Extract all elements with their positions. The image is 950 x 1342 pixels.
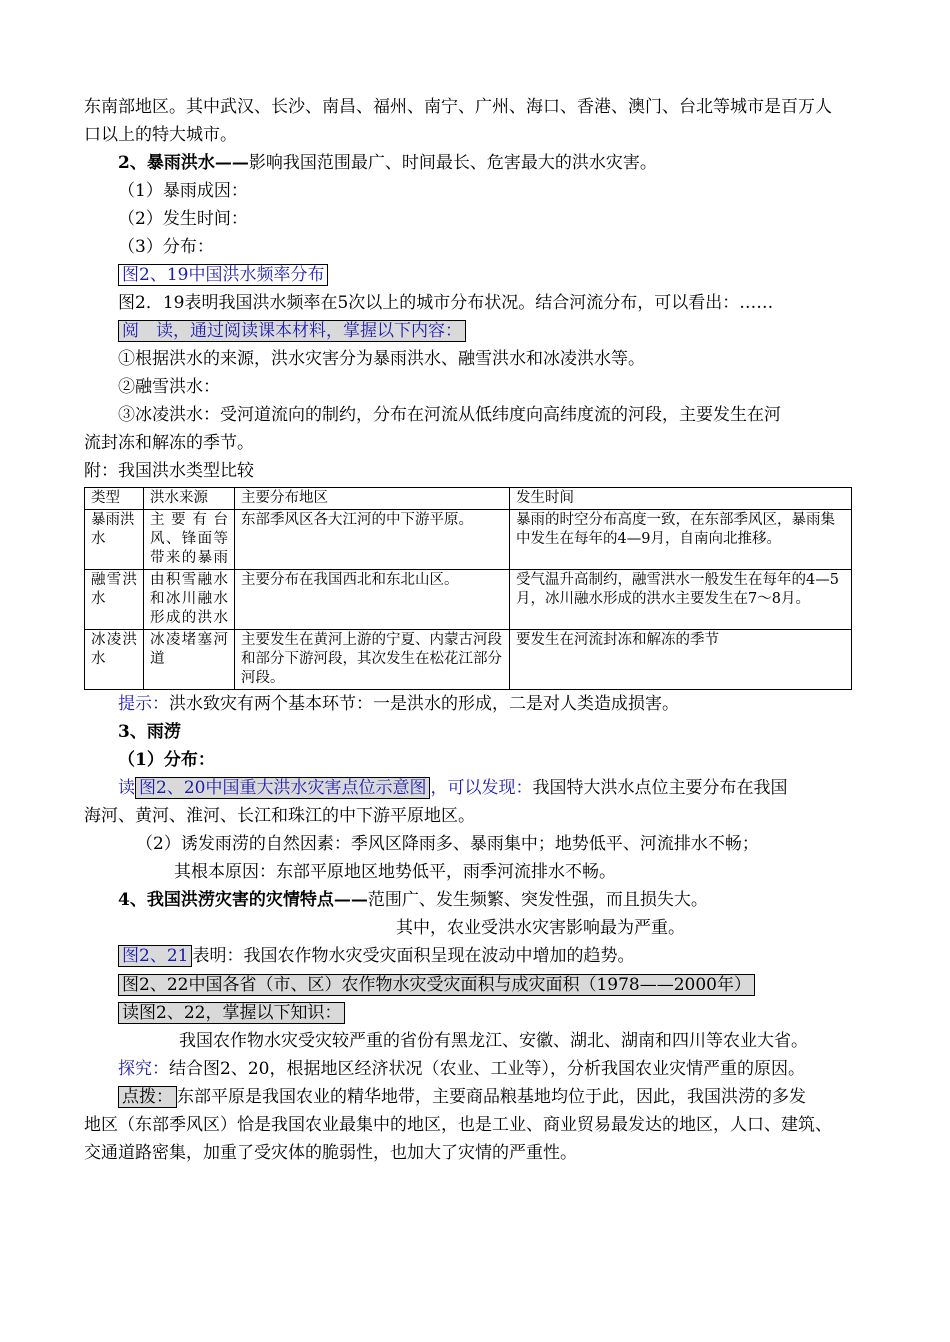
explore-label: 探究：	[118, 1059, 169, 1079]
table-cell: 融雪洪水	[85, 570, 144, 630]
tip-label: 提示：	[118, 694, 169, 714]
table-cell: 暴雨洪水	[85, 510, 144, 570]
hint-cont: 地区（东部季风区）恰是我国农业最集中的地区，也是工业、商业贸易最发达的地区，人口、建筑、	[84, 1115, 832, 1135]
tip-text: 洪水致灾有两个基本环节：一是洪水的形成，二是对人类造成损害。	[169, 694, 679, 714]
item-flood-sources: ①根据洪水的来源，洪水灾害分为暴雨洪水、融雪洪水和冰凌洪水等。	[118, 349, 645, 369]
table-header: 主要分布地区	[235, 488, 510, 510]
text: 表明：我国农作物水灾受灾面积呈现在波动中增加的趋势。	[192, 946, 635, 966]
table-cell: 要发生在河流封冻和解冻的季节	[510, 630, 852, 690]
item-snowmelt: ②融雪洪水：	[118, 377, 220, 397]
tip	[84, 690, 866, 718]
heading-disaster-features	[84, 886, 866, 914]
question-distribution: （3）分布：	[118, 237, 214, 257]
table-cell: 由积雪融水和冰川融水形成的洪水	[144, 570, 235, 630]
reading-box	[118, 320, 466, 342]
appendix-title: 附：我国洪水类型比较	[84, 461, 254, 481]
agriculture-note: 其中，农业受洪水灾害影响最为严重。	[396, 918, 685, 938]
table-row	[85, 630, 852, 690]
table-header: 发生时间	[510, 488, 852, 510]
table-cell: 主要发生在黄河上游的宁夏、内蒙古河段和部分下游河段，其次发生在松花江部分河段。	[235, 630, 510, 690]
hint	[84, 1083, 866, 1111]
table-header: 类型	[85, 488, 144, 510]
reading-figure-2-22: 读图2、22，掌握以下知识：	[118, 1002, 345, 1024]
explore	[84, 1055, 866, 1083]
text: 我国特大洪水点位主要分布在我国	[532, 778, 788, 798]
explore-text: 结合图2、20，根据地区经济状况（农业、工业等），分析我国农业灾情严重的原因。	[169, 1059, 805, 1079]
table-cell: 冰凌堵塞河道	[144, 630, 235, 690]
hint-cont: 交通道路密集，加重了受灾体的脆弱性，也加大了灾情的严重性。	[84, 1143, 577, 1163]
figure-link-2-20[interactable]: 图2、20中国重大洪水灾害点位示意图	[135, 777, 430, 799]
document-page	[84, 93, 866, 1167]
figure-2-19-description: 图2．19表明我国洪水频率在5次以上的城市分布状况。结合河流分布，可以看出：……	[118, 293, 774, 313]
table-header-row	[85, 488, 852, 510]
table-row	[85, 510, 852, 570]
subheading-distribution: （1）分布：	[118, 750, 215, 770]
question-time: （2）发生时间：	[118, 209, 248, 229]
table-cell: 东部季风区各大江河的中下游平原。	[235, 510, 510, 570]
heading-rest: 影响我国范围最广、时间最长、危害最大的洪水灾害。	[248, 153, 657, 173]
table-cell: 冰凌洪水	[85, 630, 144, 690]
flood-type-table	[84, 487, 852, 690]
text: 东部平原是我国农业的精华地带，主要商品粮基地均位于此，因此，我国洪涝的多发	[177, 1087, 806, 1107]
find-label: ，可以发现：	[430, 778, 533, 798]
natural-factors: （2）诱发雨涝的自然因素：季风区降雨多、暴雨集中；地势低平、河流排水不畅；	[136, 834, 759, 854]
table-header: 洪水来源	[144, 488, 235, 510]
heading-title: 4、我国洪涝灾害的灾情特点——	[118, 890, 368, 910]
paragraph-figure-2-20	[84, 774, 866, 802]
table-row	[85, 570, 852, 630]
heading-waterlogging: 3、雨涝	[118, 722, 181, 742]
table-cell: 暴雨的时空分布高度一致，在东部季风区，暴雨集中发生在每年的4—9月，自南向北推移。	[510, 510, 852, 570]
reading-text: 通过阅读课本材料，掌握以下内容：	[190, 321, 462, 341]
table-cell: 主要分布在我国西北和东北山区。	[235, 570, 510, 630]
paragraph-figure-2-21	[84, 942, 866, 970]
provinces-text: 我国农作物水灾受灾较严重的省份有黑龙江、安徽、湖北、湖南和四川等农业大省。	[179, 1031, 808, 1051]
hint-label: 点拨：	[118, 1086, 177, 1108]
figure-link-2-19[interactable]: 图2、19中国洪水频率分布	[118, 264, 328, 286]
text: 口以上的特大城市。	[84, 125, 237, 145]
heading-rainstorm-flood	[84, 149, 866, 177]
item-ice-flood	[84, 401, 866, 429]
text: 东南部地区。其中武汉、长沙、南昌、福州、南宁、广州、海口、香港、澳门、台北等城市是百万人	[84, 97, 832, 117]
figure-2-22-caption[interactable]: 图2、22中国各省（市、区）农作物水灾受灾面积与成灾面积（1978——2000年）	[118, 974, 755, 996]
read-prefix: 读	[118, 778, 135, 798]
root-cause: 其根本原因：东部平原地区地势低平，雨季河流排水不畅。	[174, 862, 616, 882]
figure-link-2-21[interactable]: 图2、21	[118, 945, 192, 967]
heading-title: 2、暴雨洪水——	[118, 153, 249, 173]
table-cell: 受气温升高制约，融雪洪水一般发生在每年的4—5月，冰川融水形成的洪水主要发生在7～8月。	[510, 570, 852, 630]
table-cell: 主要有台风、锋面等带来的暴雨	[144, 510, 235, 570]
item-ice-flood-cont: 流封冻和解冻的季节。	[84, 433, 254, 453]
heading-rest: 范围广、发生频繁、突发性强，而且损失大。	[367, 890, 708, 910]
question-cause: （1）暴雨成因：	[118, 181, 248, 201]
paragraph-figure-2-20-cont: 海河、黄河、淮河、长江和珠江的中下游平原地区。	[84, 806, 475, 826]
text: ③冰凌洪水：受河道流向的制约，分布在河流从低纬度向高纬度流的河段，主要发生在河	[118, 405, 781, 425]
reading-label: 阅 读，	[122, 321, 190, 341]
paragraph-cities	[84, 93, 866, 149]
